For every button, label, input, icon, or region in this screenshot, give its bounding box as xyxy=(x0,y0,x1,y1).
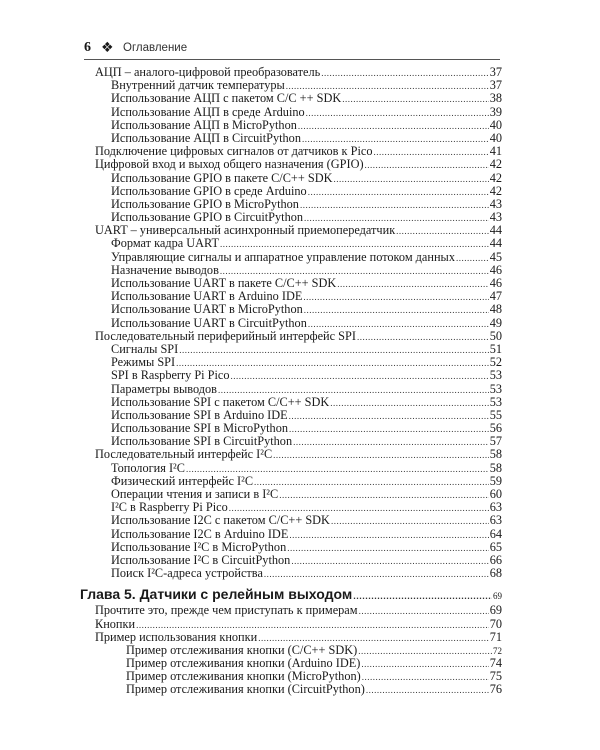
toc-entry-page: 63 xyxy=(489,500,502,515)
toc-entry[interactable] xyxy=(95,317,502,330)
toc-leader-dots xyxy=(279,489,489,502)
toc-entry-title: Использование I²C в MicroPython xyxy=(111,539,287,554)
toc-entry-title: Использование GPIO в CircuitPython xyxy=(111,210,304,225)
toc-entry-page: 40 xyxy=(489,117,502,132)
toc-entry-page: 66 xyxy=(489,552,502,567)
toc-entry-title: Глава 5. Датчики с релейным выходом xyxy=(80,586,353,603)
toc-entry-page: 53 xyxy=(489,394,502,409)
toc-leader-dots xyxy=(362,671,489,684)
toc-entry-page: 42 xyxy=(489,183,502,198)
toc-leader-dots xyxy=(333,173,488,186)
toc-entry-title: Пример отслеживания кнопки (C/C++ SDK) xyxy=(126,642,358,657)
toc-leader-dots xyxy=(321,67,488,80)
toc-entry-page: 52 xyxy=(489,355,502,370)
toc-leader-dots xyxy=(358,645,492,658)
toc-entry-title: Использование UART в пакете C/C++ SDK xyxy=(111,276,337,290)
toc-leader-dots xyxy=(293,436,489,449)
toc-entry-title: Использование АЦП в CircuitPython xyxy=(111,130,301,145)
toc-entry-title: Использование АЦП в MicroPython xyxy=(111,117,297,132)
toc-entry-page: 58 xyxy=(489,460,502,475)
toc-leader-dots xyxy=(231,370,489,383)
toc-entry[interactable] xyxy=(95,683,502,696)
page-header xyxy=(84,40,500,58)
toc-entry[interactable] xyxy=(95,462,502,475)
toc-entry-title: Пример использования кнопки xyxy=(95,629,258,644)
toc-entry-page: 43 xyxy=(489,210,502,225)
toc-leader-dots xyxy=(298,120,489,133)
toc-entry-page: 40 xyxy=(489,130,502,145)
toc-leader-dots xyxy=(396,225,489,238)
toc-entry-page: 69 xyxy=(489,603,502,618)
toc-chapter[interactable] xyxy=(80,585,502,603)
toc-entry-page: 64 xyxy=(489,526,502,541)
toc-leader-dots xyxy=(300,199,489,212)
toc-entry[interactable] xyxy=(95,448,502,461)
toc-entry-title: Использование I2C в Arduino IDE xyxy=(111,526,289,541)
toc-entry-title: Топология I²C xyxy=(111,460,185,475)
toc-entry-title: Использование SPI в Arduino IDE xyxy=(111,407,288,422)
toc-leader-dots xyxy=(308,186,489,199)
toc-entry-page: 57 xyxy=(489,434,502,449)
toc-leader-dots xyxy=(306,107,489,120)
toc-entry[interactable] xyxy=(95,303,502,316)
toc-entry-page: 76 xyxy=(489,682,502,697)
toc-leader-dots xyxy=(289,423,489,436)
page-number: 6 xyxy=(84,40,91,55)
toc-entry[interactable] xyxy=(95,567,502,580)
toc-entry-title: Управляющие сигналы и аппаратное управление потоком данных xyxy=(111,249,455,264)
toc-leader-dots xyxy=(373,146,488,159)
toc-leader-dots xyxy=(330,397,488,410)
toc-entry-page: 39 xyxy=(489,104,502,119)
toc-entry-page: 41 xyxy=(489,144,502,159)
toc-entry-title: Физический интерфейс I²C xyxy=(111,473,254,488)
toc-entry-title: Использование АЦП с пакетом C/C ++ SDK xyxy=(111,91,342,106)
toc-entry[interactable] xyxy=(95,514,502,527)
toc-entry-page: 58 xyxy=(489,447,502,462)
toc-entry-page: 56 xyxy=(489,421,502,436)
toc-leader-dots xyxy=(359,605,489,618)
toc-entry[interactable] xyxy=(95,158,502,171)
toc-entry-title: Внутренний датчик температуры xyxy=(111,78,285,93)
toc-leader-dots xyxy=(456,252,489,265)
toc-entry-title: SPI в Raspberry Pi Pico xyxy=(111,368,230,383)
toc-entry-page: 51 xyxy=(489,341,502,356)
toc-entry[interactable] xyxy=(95,369,502,382)
toc-entry-title: Использование SPI в MicroPython xyxy=(111,421,289,436)
toc-leader-dots xyxy=(304,304,489,317)
toc-leader-dots xyxy=(291,555,488,568)
toc-leader-dots xyxy=(254,476,489,489)
toc-leader-dots xyxy=(264,568,489,581)
toc-entry-page: 37 xyxy=(489,65,502,79)
toc-entry-page: 42 xyxy=(489,157,502,172)
toc-entry[interactable] xyxy=(95,92,502,105)
toc-leader-dots xyxy=(289,529,488,542)
toc-entry-title: Пример отслеживания кнопки (Arduino IDE) xyxy=(126,656,361,671)
toc-leader-dots xyxy=(342,93,488,106)
toc-entry-page: 71 xyxy=(489,629,502,644)
toc-entry[interactable] xyxy=(95,618,502,631)
toc-entry-page: 74 xyxy=(489,656,502,671)
toc-entry[interactable] xyxy=(95,251,502,264)
toc-entry[interactable] xyxy=(95,106,502,119)
running-title: Оглавление xyxy=(123,42,188,54)
toc-entry-title: Использование SPI в CircuitPython xyxy=(111,434,293,449)
toc-entry-page: 42 xyxy=(489,170,502,185)
toc-entry[interactable] xyxy=(95,541,502,554)
header-rule xyxy=(84,59,500,60)
toc-entry[interactable] xyxy=(95,396,502,409)
toc-entry-title: Параметры выводов xyxy=(111,381,217,396)
toc-leader-dots xyxy=(365,159,489,172)
toc-leader-dots xyxy=(361,658,488,671)
toc-entry-page: 45 xyxy=(489,249,502,264)
toc-entry-title: Использование UART в CircuitPython xyxy=(111,315,307,330)
toc-entry-page: 60 xyxy=(489,487,502,501)
toc-entry-page: 70 xyxy=(489,616,502,631)
toc-entry-title: Сигналы SPI xyxy=(111,341,179,356)
toc-entry-page: 43 xyxy=(489,196,502,211)
toc-entry-page: 48 xyxy=(489,302,502,317)
toc-entry-title: Использование UART в Arduino IDE xyxy=(111,289,303,304)
toc-leader-dots xyxy=(179,344,488,357)
toc-entry[interactable] xyxy=(95,528,502,541)
toc-entry-title: I²C в Raspberry Pi Pico xyxy=(111,500,228,515)
toc-entry-page: 46 xyxy=(489,262,502,277)
toc-entry-title: Использование GPIO в MicroPython xyxy=(111,196,299,211)
toc-entry-title: Прочтите это, прежде чем приступать к примерам xyxy=(95,603,358,618)
toc-leader-dots xyxy=(303,291,488,304)
toc-entry-page: 63 xyxy=(489,513,502,528)
toc-entry[interactable] xyxy=(95,119,502,132)
toc-entry-title: UART – универсальный асинхронный приемопередатчик xyxy=(95,223,396,238)
toc-entry-title: Использование GPIO в среде Arduino xyxy=(111,183,307,198)
toc-entry-title: Подключение цифровых сигналов от датчиков к Pico xyxy=(95,144,373,159)
toc-entry-page: 53 xyxy=(489,381,502,396)
toc-entry-title: Пример отслеживания кнопки (CircuitPython) xyxy=(126,682,365,697)
toc-entry-title: Пример отслеживания кнопки (MicroPython) xyxy=(126,669,361,684)
toc-entry-page: 75 xyxy=(489,669,502,684)
toc-leader-dots xyxy=(357,331,489,344)
toc-entry-page: 47 xyxy=(489,289,502,304)
toc-entry-title: Последовательный интерфейс I²C xyxy=(95,447,273,462)
toc-entry-title: Операции чтения и записи в I²C xyxy=(111,487,279,501)
toc-entry-title: Режимы SPI xyxy=(111,355,176,370)
toc-leader-dots xyxy=(273,449,489,462)
toc-entry-page: 44 xyxy=(489,236,502,251)
toc-entry-title: Использование UART в MicroPython xyxy=(111,302,303,317)
toc-entry-title: Формат кадра UART xyxy=(111,236,220,251)
toc-entry-page: 69 xyxy=(493,591,502,602)
toc-entry-page: 53 xyxy=(489,368,502,383)
toc-entry-title: Использование I²C в CircuitPython xyxy=(111,552,291,567)
ornament-icon: ❖ xyxy=(101,39,114,55)
toc-entry-title: Использование GPIO в пакете C/C++ SDK xyxy=(111,170,333,185)
toc-entry-title: Кнопки xyxy=(95,616,136,631)
toc-entry-page: 72 xyxy=(493,645,502,656)
toc-entry-page: 46 xyxy=(489,276,502,290)
toc-entry-title: Использование АЦП в среде Arduino xyxy=(111,104,305,119)
toc-entry-page: 49 xyxy=(489,315,502,330)
toc-entry-title: Использование SPI с пакетом C/C++ SDK xyxy=(111,394,330,409)
toc-entry-page: 68 xyxy=(489,566,502,581)
toc-entry-title: Цифровой вход и выход общего назначения (GPIO) xyxy=(95,157,364,172)
table-of-contents xyxy=(80,65,502,697)
toc-entry-title: Назначение выводов xyxy=(111,262,219,277)
toc-leader-dots xyxy=(337,278,488,291)
toc-leader-dots xyxy=(289,410,489,423)
toc-entry-title: Поиск I²C-адреса устройства xyxy=(111,566,263,581)
toc-entry-page: 59 xyxy=(489,473,502,488)
toc-entry[interactable] xyxy=(95,172,502,185)
toc-entry-page: 50 xyxy=(489,328,502,343)
toc-leader-dots xyxy=(366,684,489,697)
toc-entry[interactable] xyxy=(95,237,502,250)
toc-entry[interactable] xyxy=(95,631,502,644)
toc-entry[interactable] xyxy=(95,330,502,343)
toc-entry-page: 38 xyxy=(489,91,502,106)
toc-entry-page: 55 xyxy=(489,407,502,422)
toc-entry[interactable] xyxy=(95,604,502,617)
toc-entry-title: АЦП – аналого-цифровой преобразователь xyxy=(95,65,321,79)
toc-entry[interactable] xyxy=(95,383,502,396)
toc-entry-title: Использование I2C с пакетом C/C++ SDK xyxy=(111,513,330,528)
toc-entry-page: 37 xyxy=(489,78,502,93)
toc-entry-page: 44 xyxy=(489,223,502,238)
toc-entry-title: Последовательный периферийный интерфейс SPI xyxy=(95,328,356,343)
toc-leader-dots xyxy=(331,515,489,528)
toc-leader-dots xyxy=(353,587,492,605)
toc-leader-dots xyxy=(287,542,488,555)
toc-entry-page: 65 xyxy=(489,539,502,554)
toc-entry[interactable] xyxy=(95,185,502,198)
